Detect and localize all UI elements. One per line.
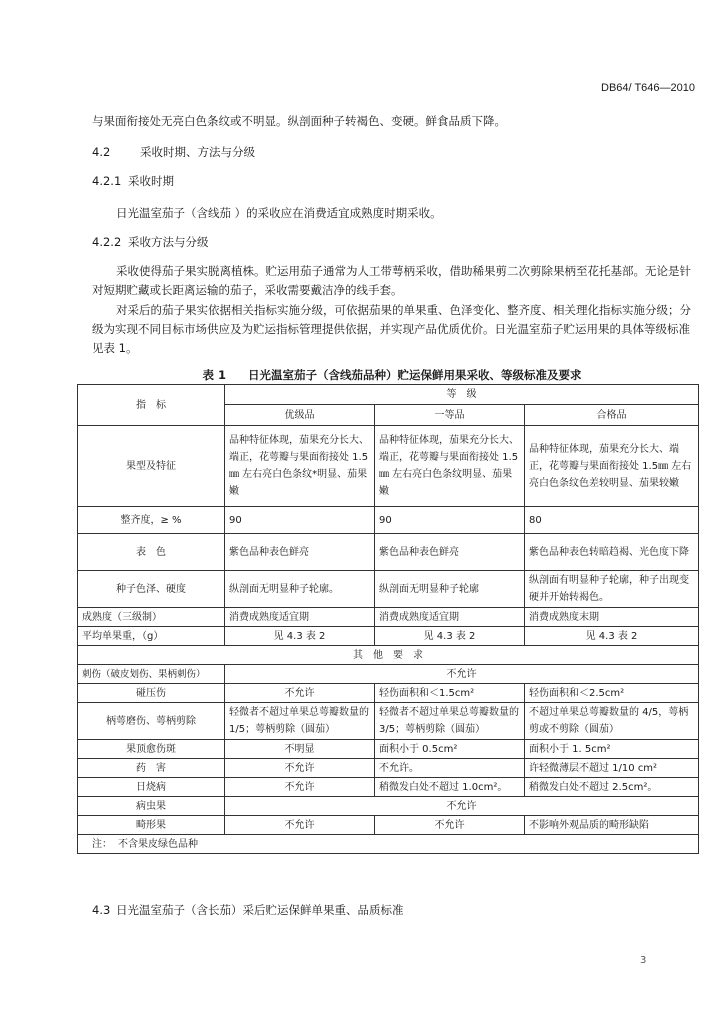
table-cell: 轻微者不超过单果总萼瓣数量的 3/5；萼柄剪除（圆茄） bbox=[375, 703, 525, 740]
table-row bbox=[78, 797, 699, 816]
section-title: 采收方法与分级 bbox=[128, 235, 209, 249]
table-row bbox=[78, 571, 699, 608]
table-cell: 不允许 bbox=[225, 816, 375, 835]
table-cell: 不允许 bbox=[225, 759, 375, 778]
table-cell: 不超过单果总萼瓣数量的 4/5，萼柄剪或不剪除（圆茄） bbox=[525, 703, 699, 740]
standard-code: DB64/ T646—2010 bbox=[601, 82, 695, 94]
table-number: 表 1 bbox=[202, 368, 226, 382]
row-label: 果型及特征 bbox=[78, 426, 225, 507]
table-row bbox=[78, 426, 699, 507]
table-cell: 紫色品种表色鲜亮 bbox=[375, 534, 525, 571]
table-row bbox=[78, 608, 699, 627]
other-requirements-header-row bbox=[78, 646, 699, 665]
row-label: 日烧病 bbox=[78, 778, 225, 797]
table-cell: 不允许 bbox=[225, 684, 375, 703]
table-cell: 稍微发白处不超过 2.5cm²。 bbox=[525, 778, 699, 797]
section-number: 4.2.2 bbox=[92, 235, 122, 249]
table-cell: 轻微者不超过单果总萼瓣数量的 1/5；萼柄剪除（圆茄） bbox=[225, 703, 375, 740]
grade-first: 一等品 bbox=[375, 405, 525, 426]
table-cell: 不允许 bbox=[375, 816, 525, 835]
row-label: 成熟度（三级制） bbox=[78, 608, 225, 627]
section-title: 采收时期 bbox=[128, 174, 174, 188]
section-4-2-2-heading bbox=[92, 234, 209, 250]
row-label: 平均单果重，（g） bbox=[78, 627, 225, 646]
section-4-3-heading bbox=[92, 902, 404, 918]
table-row bbox=[78, 778, 699, 797]
note-text: 不含果皮绿色品种 bbox=[118, 838, 198, 850]
table-cell: 不允许。 bbox=[375, 759, 525, 778]
table-cell: 见 4.3 表 2 bbox=[525, 627, 699, 646]
section-4-2-1-heading bbox=[92, 173, 174, 189]
table-row bbox=[78, 740, 699, 759]
table-row bbox=[78, 507, 699, 534]
page-number: 3 bbox=[640, 955, 647, 966]
table-cell: 纵剖面有明显种子轮廓，种子出现变硬并开始转褐色。 bbox=[525, 571, 699, 608]
table-row bbox=[78, 684, 699, 703]
row-label: 刺伤（破皮划伤、果柄刺伤） bbox=[78, 665, 225, 684]
grade-table bbox=[77, 384, 699, 854]
table-cell: 消费成熟度末期 bbox=[525, 608, 699, 627]
table-cell: 稍微发白处不超过 1.0cm²。 bbox=[375, 778, 525, 797]
table-cell: 不允许 bbox=[225, 778, 375, 797]
table-header-row bbox=[78, 385, 699, 405]
table-row bbox=[78, 759, 699, 778]
row-label: 表 色 bbox=[78, 534, 225, 571]
table-cell: 面积小于 1. 5cm² bbox=[525, 740, 699, 759]
table-cell: 不影响外观品质的畸形缺陷 bbox=[525, 816, 699, 835]
table-cell: 90 bbox=[225, 507, 375, 534]
section-title: 采收时期、方法与分级 bbox=[140, 145, 255, 159]
section-4-2-heading bbox=[92, 144, 255, 160]
grading-paragraph: 对采后的茄子果实依据相关指标实施分级，可依据茄果的单果重、色泽变化、整齐度、相关理化指标实施分级；分级为实现不同目标市场供应及为贮运指标管理提供依据，并实现产品优质优价。日光温室茄子贮运用果的具体等级标准见表 1。 bbox=[92, 303, 691, 355]
table-cell: 轻伤面积和＜2.5cm² bbox=[525, 684, 699, 703]
table-caption bbox=[92, 367, 692, 383]
section-number: 4.3 bbox=[92, 903, 111, 917]
table-cell: 品种特征体现，茄果充分长大、端正，花萼瓣与果面衔接处 1.5㎜ 左右亮白色条纹*明显、茄果嫩 bbox=[225, 426, 375, 507]
table-cell: 品种特征体现，茄果充分长大、端正，花萼瓣与果面衔接处 1.5㎜ 左右亮白色条纹明显、茄果嫩 bbox=[375, 426, 525, 507]
table-cell: 80 bbox=[525, 507, 699, 534]
table-cell: 紫色品种表色鲜亮 bbox=[225, 534, 375, 571]
row-label: 果顶愈伤斑 bbox=[78, 740, 225, 759]
table-row bbox=[78, 627, 699, 646]
table-cell: 不允许 bbox=[225, 665, 699, 684]
table-cell: 不明显 bbox=[225, 740, 375, 759]
table-row bbox=[78, 534, 699, 571]
row-label: 畸形果 bbox=[78, 816, 225, 835]
indicator-header: 指 标 bbox=[78, 385, 225, 426]
table-cell: 见 4.3 表 2 bbox=[225, 627, 375, 646]
grade-qualified: 合格品 bbox=[525, 405, 699, 426]
grade-premium: 优级品 bbox=[225, 405, 375, 426]
table-cell: 纵剖面无明显种子轮廓 bbox=[375, 571, 525, 608]
table-row bbox=[78, 665, 699, 684]
table-cell: 纵剖面无明显种子轮廓。 bbox=[225, 571, 375, 608]
row-label: 种子色泽、硬度 bbox=[78, 571, 225, 608]
section-number: 4.2 bbox=[92, 145, 111, 159]
continuation-paragraph: 与果面衔接处无亮白色条纹或不明显。纵剖面种子转褐色、变硬。鲜食品质下降。 bbox=[92, 114, 506, 128]
table-row bbox=[78, 703, 699, 740]
table-cell: 品种特征体现，茄果充分长大、端正，花萼瓣与果面衔接处 1.5㎜ 左右亮白色条纹色差较明显、茄果较嫩 bbox=[525, 426, 699, 507]
note-label: 注： bbox=[92, 838, 112, 850]
section-title: 日光温室茄子（含长茄）采后贮运保鲜单果重、品质标准 bbox=[116, 903, 404, 917]
row-label: 病虫果 bbox=[78, 797, 225, 816]
row-label: 碰压伤 bbox=[78, 684, 225, 703]
table-cell: 90 bbox=[375, 507, 525, 534]
grade-header: 等 级 bbox=[225, 385, 699, 405]
harvest-method-paragraph: 采收使得茄子果实脱离植株。贮运用茄子通常为人工带萼柄采收，借助稀果剪二次剪除果柄至花托基部。无论是针对短期贮藏或长距离运输的茄子，采收需要戴洁净的线手套。 bbox=[92, 264, 691, 297]
table-cell: 见 4.3 表 2 bbox=[375, 627, 525, 646]
table-note bbox=[78, 835, 699, 854]
table-cell: 许轻微薄层不超过 1/10 cm² bbox=[525, 759, 699, 778]
row-label: 柄萼磨伤、萼柄剪除 bbox=[78, 703, 225, 740]
other-requirements-header: 其 他 要 求 bbox=[78, 646, 699, 665]
section-number: 4.2.1 bbox=[92, 174, 122, 188]
table-cell: 消费成熟度适宜期 bbox=[225, 608, 375, 627]
table-cell: 面积小于 0.5cm² bbox=[375, 740, 525, 759]
table-note-row bbox=[78, 835, 699, 854]
table-cell: 紫色品种表色转暗趋褐、光色度下降 bbox=[525, 534, 699, 571]
row-label: 药 害 bbox=[78, 759, 225, 778]
table-cell: 轻伤面积和＜1.5cm² bbox=[375, 684, 525, 703]
harvest-time-paragraph: 日光温室茄子（含线茄 ）的采收应在消费适宜成熟度时期采收。 bbox=[116, 206, 442, 220]
row-label: 整齐度，≥ % bbox=[78, 507, 225, 534]
table-cell: 消费成熟度适宜期 bbox=[375, 608, 525, 627]
table-cell: 不允许 bbox=[225, 797, 699, 816]
table-row bbox=[78, 816, 699, 835]
table-title: 日光温室茄子（含线茄品种）贮运保鲜用果采收、等级标准及要求 bbox=[248, 368, 582, 382]
